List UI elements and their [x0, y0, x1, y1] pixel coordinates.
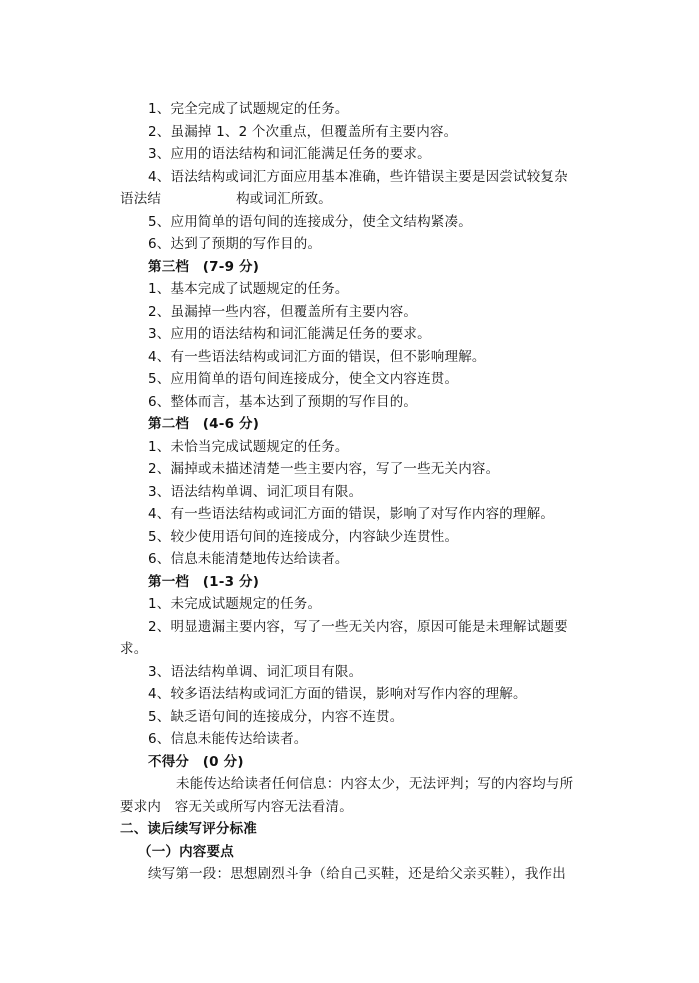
- criterion-line: 4、有一些语法结构或词汇方面的错误，但不影响理解。: [148, 349, 486, 365]
- criterion-line: 6、信息未能清楚地传达给读者。: [148, 551, 349, 567]
- criterion-line: 1、未恰当完成试题规定的任务。: [148, 439, 349, 455]
- criterion-line: 5、应用简单的语句间连接成分，使全文内容连贯。: [148, 371, 459, 387]
- criterion-line: 4、有一些语法结构或词汇方面的错误，影响了对写作内容的理解。: [148, 506, 555, 522]
- criterion-line: 1、基本完成了试题规定的任务。: [148, 281, 349, 297]
- grade-heading: 第三档 (7-9 分): [148, 259, 260, 275]
- criterion-line: 6、达到了预期的写作目的。: [148, 236, 322, 252]
- criterion-line: 5、应用简单的语句间的连接成分，使全文结构紧凑。: [148, 214, 472, 230]
- criterion-line: 3、应用的语法结构和词汇能满足任务的要求。: [148, 146, 431, 162]
- body-line: 续写第一段：思想剧烈斗争（给自己买鞋，还是给父亲买鞋），我作出: [148, 866, 566, 882]
- criterion-line-continued: 求。: [120, 641, 148, 657]
- criterion-line: 2、虽漏掉一些内容，但覆盖所有主要内容。: [148, 304, 418, 320]
- criterion-line: 5、较少使用语句间的连接成分，内容缺少连贯性。: [148, 529, 459, 545]
- subsection-heading: （一）内容要点: [138, 844, 234, 860]
- text-fragment: 构或词汇所致。: [236, 191, 333, 207]
- criterion-line-continued: [120, 189, 332, 209]
- criterion-line: 未能传达给读者任何信息：内容太少，无法评判；写的内容均与所: [176, 776, 574, 792]
- criterion-line: 2、明显遗漏主要内容，写了一些无关内容，原因可能是未理解试题要: [148, 619, 568, 635]
- criterion-line-continued: 要求内 容无关或所写内容无法看清。: [120, 799, 353, 815]
- criterion-line: 1、未完成试题规定的任务。: [148, 596, 322, 612]
- criterion-line: 3、语法结构单调、词汇项目有限。: [148, 664, 363, 680]
- criterion-line: 4、语法结构或词汇方面应用基本准确，些许错误主要是因尝试较复杂: [148, 169, 568, 185]
- criterion-line: 5、缺乏语句间的连接成分，内容不连贯。: [148, 709, 404, 725]
- criterion-line: 2、漏掉或未描述清楚一些主要内容，写了一些无关内容。: [148, 461, 500, 477]
- criterion-line: 4、较多语法结构或词汇方面的错误，影响对写作内容的理解。: [148, 686, 527, 702]
- section-heading: 二、读后续写评分标准: [120, 821, 257, 837]
- grade-heading: 不得分 (0 分): [148, 754, 244, 770]
- criterion-line: 2、虽漏掉 1、2 个次重点，但覆盖所有主要内容。: [148, 124, 458, 140]
- criterion-line: 6、整体而言，基本达到了预期的写作目的。: [148, 394, 418, 410]
- criterion-line: 3、应用的语法结构和词汇能满足任务的要求。: [148, 326, 431, 342]
- criterion-line: 6、信息未能传达给读者。: [148, 731, 308, 747]
- criterion-line: 1、完全完成了试题规定的任务。: [148, 101, 349, 117]
- text-fragment: 语法结: [120, 191, 162, 207]
- criterion-line: 3、语法结构单调、词汇项目有限。: [148, 484, 363, 500]
- grade-heading: 第二档 (4-6 分): [148, 416, 260, 432]
- grade-heading: 第一档 (1-3 分): [148, 574, 260, 590]
